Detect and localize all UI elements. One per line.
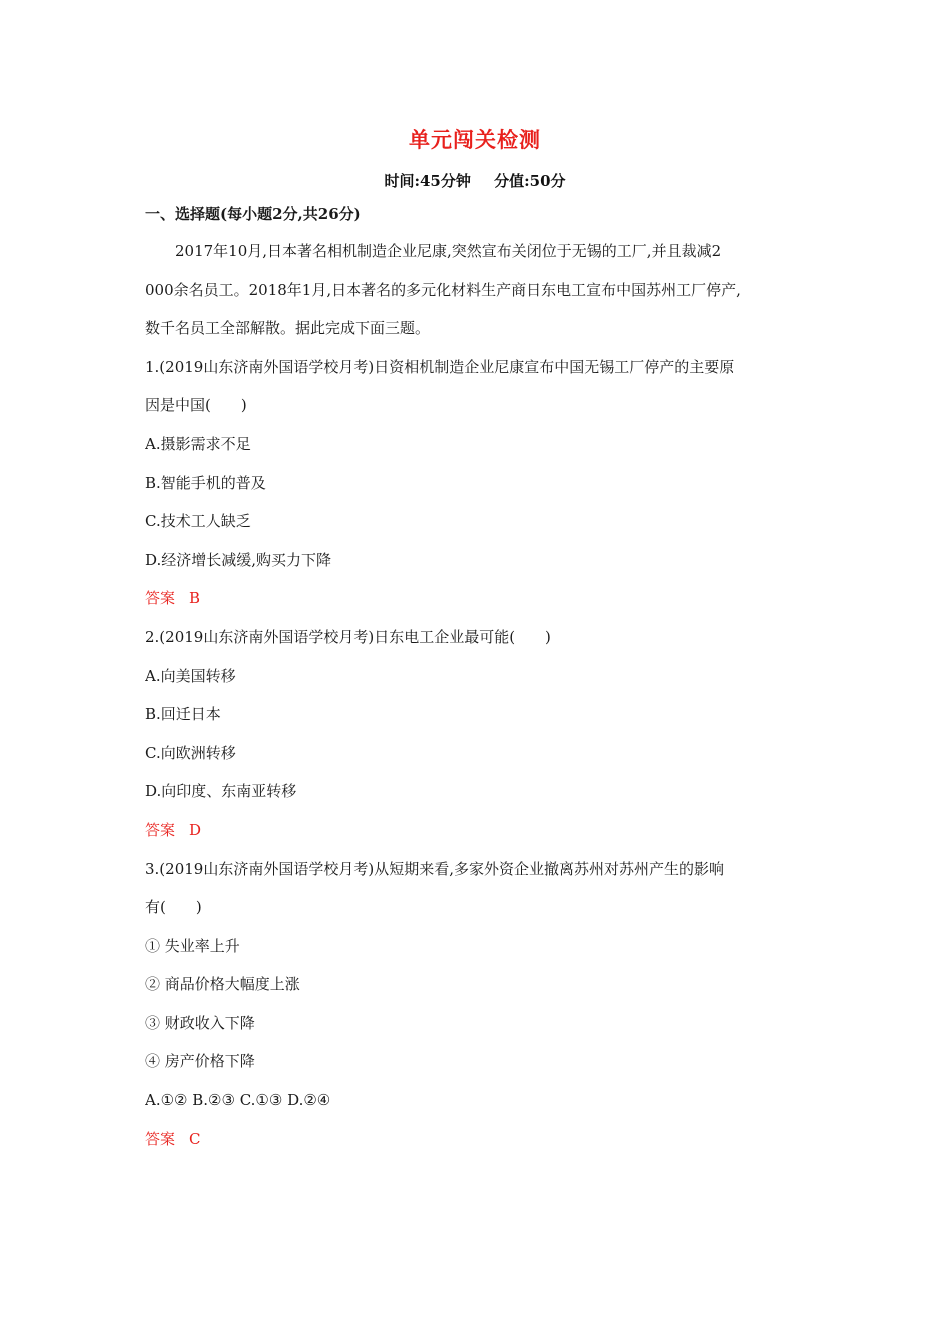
statement-1: ① 失业率上升 <box>145 936 240 955</box>
intro-line: 2017年10月,日本著名相机制造企业尼康,突然宣布关闭位于无锡的工厂,并且裁减2 <box>175 242 722 260</box>
answer-label: 答案 <box>145 1129 176 1148</box>
answer-line <box>145 579 825 618</box>
answer-line <box>145 1120 825 1159</box>
page-title: 单元闯关检测 <box>409 127 541 152</box>
choice-options: A.①② B.②③ C.①③ D.②④ <box>145 1091 331 1110</box>
statement-4: ④ 房产价格下降 <box>145 1052 255 1071</box>
option-b: B.回迁日本 <box>145 705 221 724</box>
option-b: B.智能手机的普及 <box>145 473 266 492</box>
question-3 <box>145 850 825 1159</box>
section-heading: 一、选择题(每小题2分,共26分) <box>145 205 361 223</box>
exam-score: 分值:50分 <box>494 172 566 190</box>
question-stem-line: 2.(2019山东济南外国语学校月考)日东电工企业最可能( ) <box>145 627 551 646</box>
answer-value: D <box>189 820 202 839</box>
statement-2: ② 商品价格大幅度上涨 <box>145 975 300 994</box>
intro-paragraph <box>145 232 825 348</box>
intro-line: 数千名员工全部解散。据此完成下面三题。 <box>145 319 431 338</box>
question-stem-line: 1.(2019山东济南外国语学校月考)日资相机制造企业尼康宣布中国无锡工厂停产的主要原 <box>145 357 735 376</box>
statement-3: ③ 财政收入下降 <box>145 1013 255 1032</box>
answer-value: B <box>189 589 201 608</box>
intro-line: 000余名员工。2018年1月,日本著名的多元化材料生产商日东电工宣布中国苏州工厂停产, <box>145 280 741 299</box>
option-a: A.摄影需求不足 <box>145 434 251 453</box>
answer-label: 答案 <box>145 589 176 608</box>
question-stem-line: 3.(2019山东济南外国语学校月考)从短期来看,多家外资企业撤离苏州对苏州产生的影响 <box>145 859 724 878</box>
question-2 <box>145 618 825 850</box>
option-d: D.向印度、东南亚转移 <box>145 782 297 801</box>
answer-value: C <box>189 1129 201 1148</box>
option-d: D.经济增长减缓,购买力下降 <box>145 550 332 569</box>
option-c: C.向欧洲转移 <box>145 743 236 762</box>
option-c: C.技术工人缺乏 <box>145 512 251 531</box>
question-1 <box>145 348 825 618</box>
document-body <box>145 196 825 1158</box>
question-stem-line: 有( ) <box>145 898 202 917</box>
answer-line <box>145 811 825 850</box>
exam-time: 时间:45分钟 <box>384 172 471 190</box>
option-a: A.向美国转移 <box>145 666 236 685</box>
question-stem-line: 因是中国( ) <box>145 396 247 415</box>
exam-info <box>0 170 950 191</box>
answer-label: 答案 <box>145 820 176 839</box>
